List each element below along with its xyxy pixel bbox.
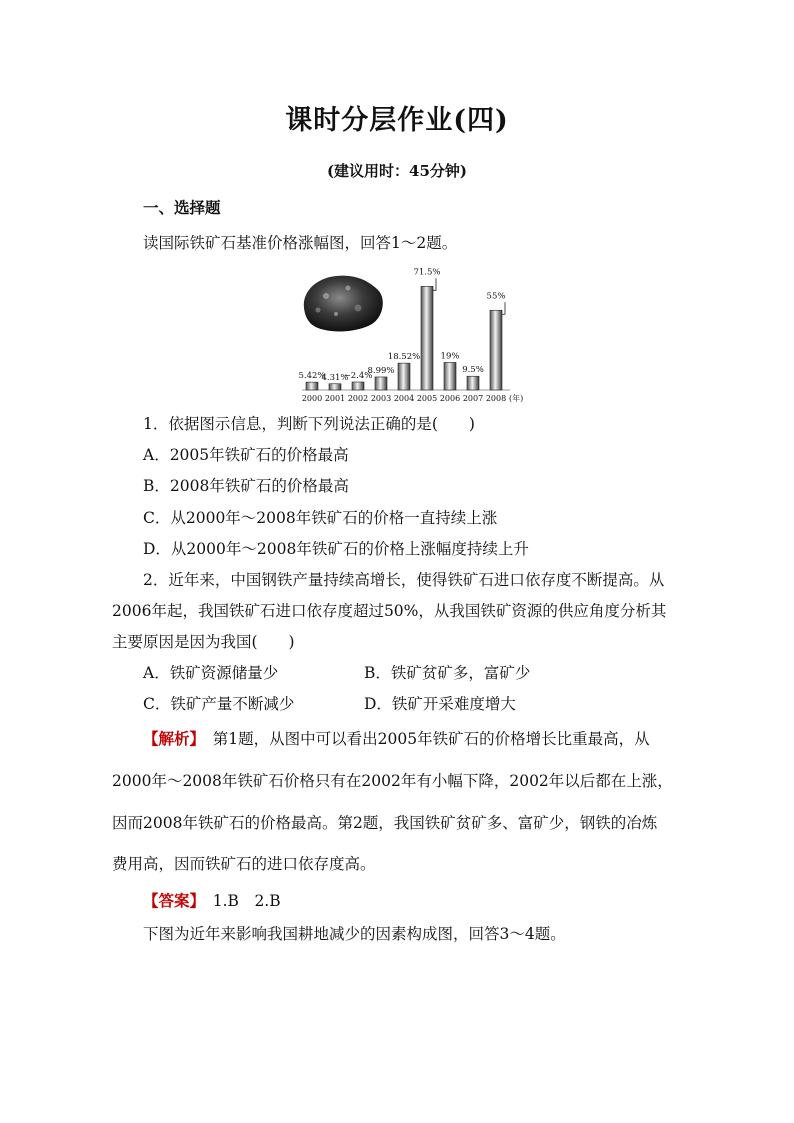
chart-bar-2007 — [467, 376, 479, 390]
q1-option-b: B．2008年铁矿石的价格最高 — [143, 477, 349, 495]
q2-option-b: B．铁矿贫矿多，富矿少 — [364, 664, 531, 682]
chart-year-label-2001: 2001 — [324, 394, 346, 403]
chart-value-label-2003: 8.99% — [367, 365, 395, 376]
q2-option-c: C．铁矿产量不断减少 — [143, 695, 295, 713]
iron-ore-rock-image — [304, 276, 383, 332]
chart-year-label-2003: 2003 — [370, 394, 392, 403]
iron-ore-price-chart — [296, 266, 536, 406]
q2-stem-line3: 主要原因是因为我国( ) — [112, 633, 295, 651]
question-intro-1: 读国际铁矿石基准价格涨幅图，回答1～2题。 — [143, 234, 458, 252]
analysis-line2: 2000年～2008年铁矿石价格只有在2002年有小幅下降，2002年以后都在上涨， — [112, 772, 673, 790]
analysis-text-1: 第1题，从图中可以看出2005年铁矿石的价格增长比重最高，从 — [197, 730, 650, 748]
q2-stem-line1: 2．近年来，中国钢铁产量持续高增长，使得铁矿石进口依存度不断提高。从 — [143, 571, 665, 589]
analysis-line4: 费用高，因而铁矿石的进口依存度高。 — [112, 855, 376, 873]
answer-tag: 【答案】 — [143, 891, 198, 910]
chart-year-label-2004: 2004 — [393, 394, 415, 403]
chart-bar-2000 — [306, 382, 318, 390]
chart-year-label-2000: 2000 — [301, 394, 323, 403]
chart-year-label-2007: 2007 — [462, 394, 484, 403]
chart-value-label-2005: 71.5% — [413, 267, 441, 278]
chart-callout-2008 — [502, 302, 505, 314]
chart-value-label-2008: 55% — [486, 291, 506, 302]
analysis-line3: 因而2008年铁矿石的价格最高。第2题，我国铁矿贫矿多、富矿少，钢铁的冶炼 — [112, 814, 658, 832]
q1-stem: 1．依据图示信息，判断下列说法正确的是( ) — [143, 415, 475, 433]
chart-callout-2005 — [433, 278, 436, 290]
chart-bar-2008 — [490, 310, 502, 390]
q2-option-d: D．铁矿开采难度增大 — [364, 695, 516, 713]
chart-year-label-2002: 2002 — [347, 394, 369, 403]
answer-text: 1.B 2.B — [197, 892, 281, 910]
chart-x-unit: (年) — [509, 394, 524, 403]
section-heading: 一、选择题 — [143, 198, 221, 217]
q2-stem-line2: 2006年起，我国铁矿石进口依存度超过50%，从我国铁矿资源的供应角度分析其 — [112, 602, 667, 620]
chart-value-label-2000: 5.42% — [298, 371, 326, 382]
chart-year-label-2005: 2005 — [416, 394, 438, 403]
chart-value-label-2001: 4.31% — [321, 372, 349, 383]
page-title: 课时分层作业(四) — [285, 105, 509, 136]
chart-bar-2006 — [444, 362, 456, 390]
analysis-line1 — [143, 727, 650, 749]
chart-bar-2004 — [398, 363, 410, 390]
chart-bar-2002 — [352, 382, 364, 390]
chart-value-label-2007: 9.5% — [462, 365, 484, 376]
analysis-tag: 【解析】 — [143, 729, 198, 748]
chart-year-label-2006: 2006 — [439, 394, 461, 403]
answer-line — [143, 889, 281, 911]
q1-option-d: D．从2000年～2008年铁矿石的价格上涨幅度持续上升 — [143, 540, 529, 558]
q2-option-a: A．铁矿资源储量少 — [143, 664, 279, 682]
chart-value-label-2002: −2.4% — [343, 371, 373, 381]
chart-value-label-2006: 19% — [440, 351, 460, 362]
suggested-time: (建议用时：45分钟) — [326, 162, 468, 180]
chart-bar-2003 — [375, 377, 387, 390]
chart-value-label-2004: 18.52% — [387, 352, 421, 363]
q1-option-c: C．从2000年～2008年铁矿石的价格一直持续上涨 — [143, 509, 498, 527]
chart-bar-2001 — [329, 384, 341, 390]
q1-option-a: A．2005年铁矿石的价格最高 — [143, 446, 349, 464]
question-intro-2: 下图为近年来影响我国耕地减少的因素构成图，回答3～4题。 — [143, 925, 566, 943]
chart-bar-2005 — [421, 286, 433, 390]
chart-year-label-2008: 2008 — [485, 394, 507, 403]
